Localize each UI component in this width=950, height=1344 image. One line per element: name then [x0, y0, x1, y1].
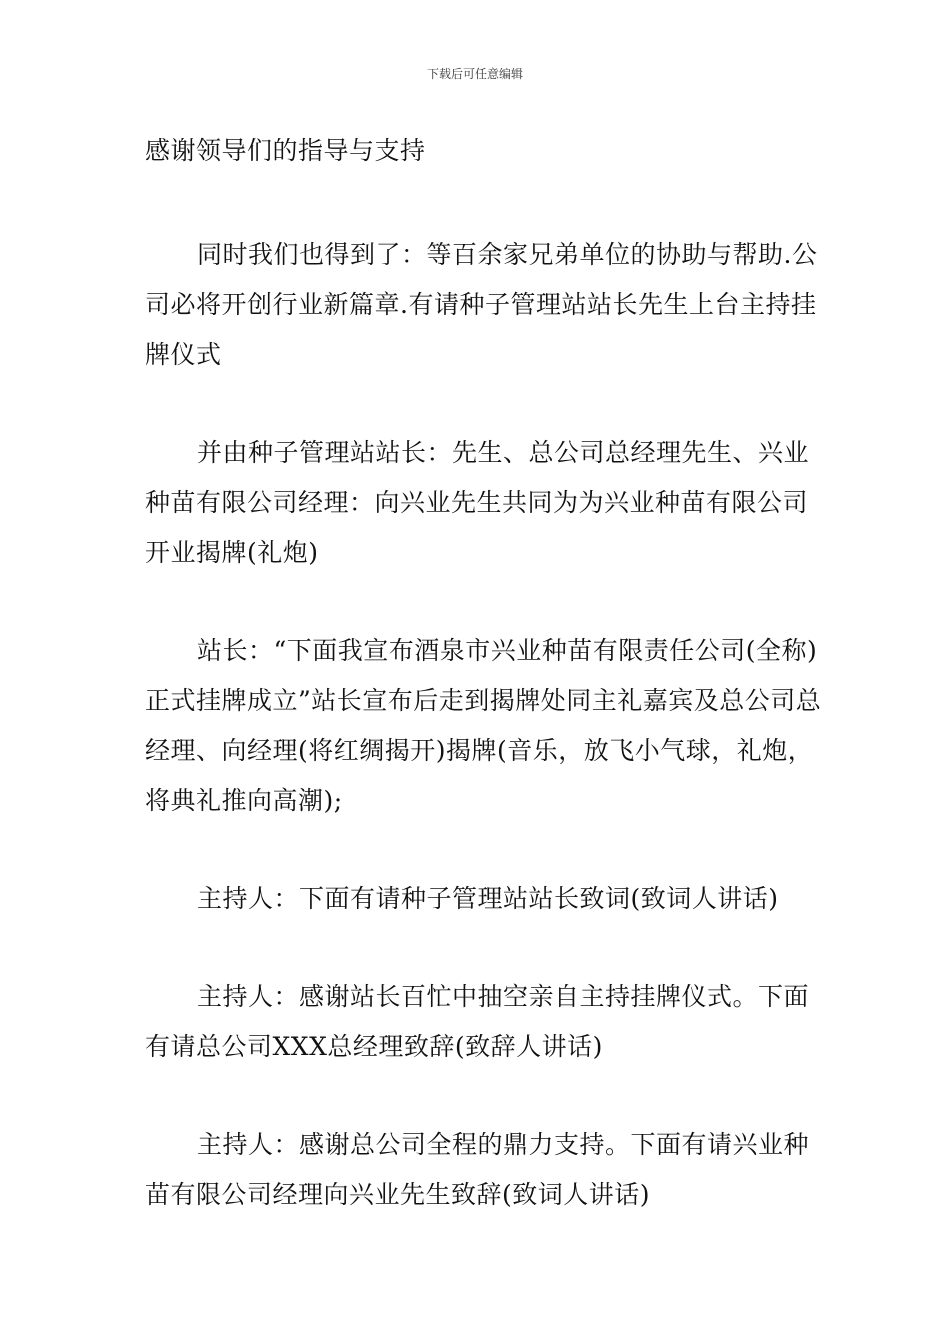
paragraph-announcement: 站长：“下面我宣布酒泉市兴业种苗有限责任公司(全称)正式挂牌成立”站长宣布后走到揭牌处同主礼嘉宾及总公司总经理、向经理(将红绸揭开)揭牌(音乐，放飞小气球，礼炮，将典礼推向高潮);: [145, 636, 822, 815]
paragraph-support: 同时我们也得到了：等百余家兄弟单位的协助与帮助.公司必将开创行业新篇章.有请种子管理站站长先生上台主持挂牌仪式: [145, 240, 818, 369]
paragraph-unveiling: 并由种子管理站站长：先生、总公司总经理先生、兴业种苗有限公司经理：向兴业先生共同为为兴业种苗有限公司开业揭牌(礼炮): [145, 438, 810, 567]
paragraph-host-3: 主持人：感谢总公司全程的鼎力支持。下面有请兴业种苗有限公司经理向兴业先生致辞(致词人讲话): [145, 1130, 810, 1209]
document-body: [145, 126, 825, 1220]
page-header: 下载后可任意编辑: [426, 67, 523, 81]
paragraph-thanks: 感谢领导们的指导与支持: [145, 136, 426, 165]
paragraph-host-1: 主持人：下面有请种子管理站站长致词(致词人讲话): [197, 884, 779, 913]
paragraph-host-2: 主持人：感谢站长百忙中抽空亲自主持挂牌仪式。下面有请总公司XXX总经理致辞(致辞人讲话): [145, 982, 810, 1061]
